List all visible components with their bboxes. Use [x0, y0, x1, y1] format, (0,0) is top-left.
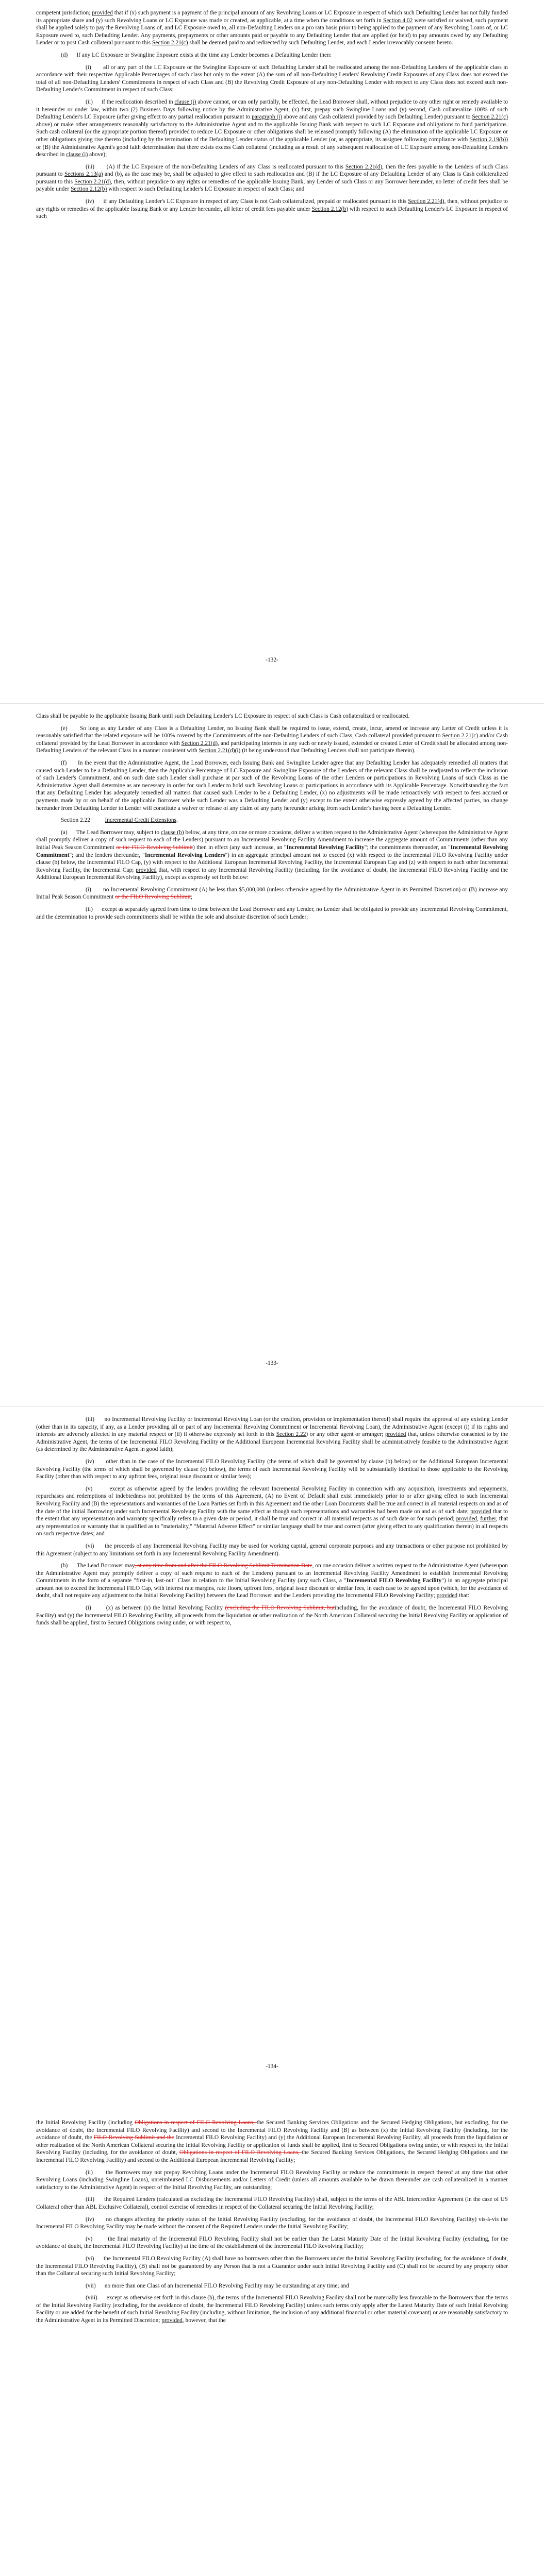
cross-reference: provided — [385, 1431, 406, 1438]
text-run: above) or make other arrangements reasonably satisfactory to the Administrative Agent and to the applicable Issuing Bank with respect to such LC Exposure and obligations to fund participations. Such cash collateral (or the appropriate portion thereof) provided to reduce LC Exposure or other obligations shall be released promptly following (A) the elimination of the applicable LC Exposure or other obligations giving rise thereto (including by the termination of the Defaulting Lender status of the applicable Lender (or, as appropriate, its assignee following compliance with — [36, 121, 508, 143]
text-run: "; the commitments thereunder, an " — [364, 844, 451, 851]
text-run: (i) no Incremental Revolving Commitment (A) be less than $5,000,000 (unless otherwise agreed by the Administrative Agent in its Permitted Discretion) or (B) increase any Initial Peak Season Commitment — [36, 886, 508, 901]
document-page — [0, 2110, 544, 2576]
text-run: (ii) the Borrowers may not prepay Revolving Loans under the Incremental FILO Revolving Facility or reduce the commitments in respect thereof at any time that other Revolving Loans (including Swingline Loans), unreimbursed LC Disbursements and/or Letters of Credit (unless all amounts available to be drawn thereunder are cash collateralized in a manner satisfactory to the Administrative Agent) in respect of the Initial Revolving Facility, are outstanding; — [36, 2169, 508, 2191]
deleted-text: (excluding the FILO Revolving Sublimit, but — [225, 1605, 335, 1612]
text-run: ") in an aggregate principal amount not to exceed the Incremental FILO Cap, with interest rate margins, rate floors, upfront fees, original issue discount or similar fees, in each case to be agreed upon (which, for the avoidance of doubt, shall not require any adjustment to the Initial Revolving Facility) between the Lead Borrower and the Lenders providing the Incremental FILO Revolving Facility; — [36, 1578, 508, 1599]
defined-term: Incremental Revolving Facility — [286, 844, 365, 851]
document-page — [0, 0, 544, 703]
paragraph — [36, 163, 508, 193]
text-run: . — [176, 817, 178, 824]
paragraph — [36, 817, 508, 824]
paragraph — [36, 198, 508, 221]
defined-term: Incremental Revolving Commitment — [36, 844, 508, 858]
text-run: (iii) no Incremental Revolving Facility or Incremental Revolving Loan (or the creation, provision or implementation thereof) shall require the approval of any existing Lender (other than in its capacity, if any, as a Lender providing all or part of any Incremental Revolving Commitment or Incremental Revolving Loan), the Administrative Agent (except (i) if its rights and interests are adversely affected in any material respect or (ii) if otherwise expressly set forth in this — [36, 1416, 508, 1438]
text-run: above and any Cash collateral provided by such Defaulting Lender) pursuant to — [282, 114, 472, 121]
text-run: and/or Cash collateral provided by the Lead Borrower in accordance with — [36, 733, 508, 747]
paragraph — [36, 2169, 508, 2192]
text-run: ) then in effect (any such increase, an " — [192, 844, 287, 851]
paragraph — [36, 906, 508, 921]
cross-reference: provided — [470, 1508, 491, 1515]
text-run: (i) all or any part of the LC Exposure or the Swingline Exposure of such Defaulting Lender shall be reallocated among the non-Defaulting Lenders of the applicable class in accordance with their respective Applicable Percentages of such class but only to the extent (A) the sum of all non-Defaulting Lenders' Revolving Credit Exposures of any Class does not exceed the total of all non-Defaulting Lenders' Commitments in respect of such Class and (B) the Revolving Credit Exposure of any non-Defaulting Lender with respect to any Class does not exceed such non-Defaulting Lender's Commitment in respect of such Class; — [36, 64, 508, 93]
text-run: Class shall be payable to the applicable Issuing Bank until such Defaulting Lender's LC Exposure in respect of such Class is Cash collateralized or reallocated. — [36, 713, 410, 719]
text-run: that: — [457, 1592, 470, 1599]
cross-reference: Sections 2.13(a) — [64, 171, 103, 178]
paragraph — [36, 2196, 508, 2211]
text-run: that, with respect to any Incremental Revolving Facility (including, for the avoidance of doubt, the Incremental FILO Revolving Facility and the Additional European Incremental Revolving Facility), except as expressly set forth below: — [36, 867, 508, 881]
text-run: "; and the lenders thereunder, " — [69, 852, 145, 858]
defined-term: Incremental FILO Revolving Facility — [346, 1578, 442, 1584]
cross-reference: clause (i) — [66, 151, 88, 158]
text-run: with respect to such Defaulting Lender's LC Exposure in respect of such Class; and — [107, 186, 305, 193]
text-run: (ii) if the reallocation described in — [86, 98, 175, 105]
deleted-text: Obligations in respect of FILO Revolving Loans, — [179, 2149, 302, 2156]
paragraph — [36, 829, 508, 882]
deleted-text: Obligations in respect of FILO Revolving Loans, — [135, 2120, 257, 2126]
text-run: , and participating interests in any such or newly issued, extended or created Letter of Credit shall be allocated among non-Defaulting Lenders of the relevant Class in a manner consistent with — [36, 740, 508, 754]
cross-reference: Section 2.22 — [276, 1431, 306, 1438]
page-body — [36, 9, 508, 225]
paragraph — [36, 1416, 508, 1453]
text-run: ; — [190, 894, 193, 901]
text-run: ) or (B) the Administrative Agent's good faith determination that there exists excess Cash collateral (including as a result of any subsequent reallocation of LC Exposure among non-Defaulting Lenders described in — [36, 136, 508, 158]
text-run: the Secured Banking Services Obligations and the Secured Hedging Obligations, but excluding, for the avoidance of doubt, the Incremental FILO Revolving Facility) and second to the Incremental FILO Revolving Facility and (B) as between (x) the Initial Revolving Facility (including, for the avoidance of doubt, the — [36, 2120, 508, 2141]
text-run: (it being understood that Defaulting Lenders shall not participate therein). — [240, 748, 416, 754]
text-run: , then the fees payable to the Lenders of such Class pursuant to — [36, 163, 508, 178]
text-run: the Secured Banking Services Obligations, the Secured Hedging Obligations and the Incremental FILO Revolving Facility) and second to the Additional European Incremental Revolving Facility; — [36, 2149, 508, 2163]
page-separator — [0, 1406, 544, 1407]
page-body — [36, 2119, 508, 2329]
cross-reference: clause (b) — [160, 829, 184, 836]
text-run: (v) except as otherwise agreed by the lenders providing the relevant Incremental Revolving Facility in connection with any acquisition, investments and repayments, repurchases and redemptions of indebtedness not prohibited by the terms of this Agreement, (A) no Event of Default shall exist immediately prior to or after giving effect to such Incremental Revolving Facility and (B) the representations and warranties of the Loan Parties set forth in this Agreement and the other Loan Documents shall be true and correct in all material respects on and as of the date of the initial Borrowing under such Incremental Revolving Facility with the same effect as though such representations and warranties had been made on and as of such date; — [36, 1485, 508, 1515]
cross-reference: further — [480, 1516, 496, 1522]
page-number: -134- — [266, 2063, 278, 2070]
text-run: and (b), as the case may be, shall be adjusted to give effect to such reallocation and (B) if the LC Exposure of any Defaulting Lender of any Class is Cash collateralized pursuant to this — [36, 171, 508, 185]
text-run: (d) If any LC Exposure or Swingline Exposure exists at the time any Lender becomes a Defaulting Lender then: — [61, 52, 332, 58]
text-run: , then, without prejudice to any rights or remedies of the applicable Issuing Bank, any Lender of such Class or any Borrower hereunder, no letter of credit fees shall be payable under — [36, 178, 508, 193]
text-run: (vi) the proceeds of any Incremental Revolving Facility may be used for working capital, general corporate purposes and any transactions or other purpose not prohibited by this Agreement (subject to any limitations set forth in any Incremental Revolving Facility Amendment). — [36, 1543, 508, 1557]
paragraph — [36, 64, 508, 94]
text-run: shall be deemed paid to and redirected by such Defaulting Lender, and each Lender irrevocably consents hereto. — [188, 40, 453, 46]
cross-reference: paragraph (i) — [252, 114, 283, 121]
cross-reference: clause (i) — [174, 98, 196, 105]
paragraph — [36, 886, 508, 901]
text-run: (vii) no more than one Class of an Incremental FILO Revolving Facility may be outstanding at any time; and — [86, 2282, 349, 2289]
cross-reference: Section 2.12(b) — [71, 186, 107, 193]
text-run: , then, without prejudice to any rights or remedies of the applicable Issuing Bank or any Lender hereunder, all letter of credit fees payable under — [36, 198, 508, 212]
text-run: (b) The Lead Borrower may — [61, 1563, 135, 1569]
text-run: (viii) except as otherwise set forth in this clause (b), the terms of the Incremental FILO Revolving Facility shall not be materially less favorable to the Borrowers than the terms of the Initial Revolving Facility (excluding, for the avoidance of doubt, the Incremental FILO Revolving Facility) unless such terms only apply after the Latest Maturity Date of such Initial Revolving Facility or are added for the benefit of such Initial Revolving Facility (including, without limitation, the inclusion of any additional financial or other material covenant) or are reasonably satisfactory to the Administrative Agent in its Permitted Discretion; — [36, 2295, 508, 2324]
text-run: (ii) except as separately agreed from time to time between the Lead Borrower and any Lender, no Lender shall be obligated to provide any Incremental Revolving Commitment, and the determination to provide such commitments shall be within the sole and absolute discretion of such Lender; — [36, 906, 508, 920]
paragraph — [36, 1604, 508, 1627]
paragraph — [36, 9, 508, 47]
defined-term: Incremental Revolving Lenders — [144, 852, 225, 858]
text-run: (vi) the Incremental FILO Revolving Facility (A) shall have no borrowers other than the Borrowers under the Initial Revolving Facility (excluding, for the avoidance of doubt, the Incremental FILO Revolving Facility), (B) shall not be guaranteed by any Person that is not a Guarantor under such Initial Revolving Facility and (C) shall not be secured by any property other than the Collateral securing such Initial Revolving Facility; — [36, 2255, 508, 2277]
paragraph — [36, 725, 508, 755]
text-run: including, for the avoidance of doubt, the Incremental FILO Revolving Facility) and (y) the Incremental FILO Revolving Facility, all proceeds from the liquidation or other realization of the North American Collateral securing the Initial Revolving Facility or application of funds shall be applied, first to Secured Obligations owing under, or with respect to, — [36, 1605, 508, 1626]
paragraph — [36, 713, 508, 720]
cross-reference: provided — [136, 867, 157, 873]
text-run: (f) In the event that the Administrative Agent, the Lead Borrower, each Issuing Bank and Swingline Lender agree that any Defaulting Lender has adequately remedied all matters that caused such Lender to be a Defaulting Lender, then the Applicable Percentage of LC Exposure and Swingline Exposure of the Lenders of the relevant Class shall be readjusted to reflect the inclusion of such Lender's Commitment, and on such date such Lender shall purchase at par such of the Revolving Loans of the other Lenders or participations in Revolving Loans of such Class as the Administrative Agent shall determine as are necessary in order for such Lender to hold such Revolving Loans or participations in accordance with its Applicable Percentage. Notwithstanding the fact that any Defaulting Lender has adequately remedied all matters that caused such Lender to be a Defaulting Lender, (x) no adjustments will be made retroactively with respect to fees accrued or payments made by or on behalf of the applicable Borrower while such Lender was a Defaulting Lender and (y) except to the extent otherwise expressly agreed by the affected parties, no change hereunder from Defaulting Lender to Lender will constitute a waiver or release of any claim of any party hereunder arising from such Lender's having been a Defaulting Lender. — [36, 759, 508, 811]
cross-reference: Section 2.19(b) — [469, 136, 506, 143]
text-run: Incremental FILO Revolving Facility) and (y) the Additional European Incremental Revolving Facility, all proceeds from the liquidation or other realization of the North American Collateral securing the Initial Revolving Facility or application of funds shall be applied, first to Secured Obligations owing under, or with respect to, the Initial Revolving Facility (including, for the avoidance of doubt, — [36, 2134, 508, 2156]
paragraph — [36, 759, 508, 812]
page-body — [36, 713, 508, 925]
paragraph — [36, 2216, 508, 2231]
paragraph — [36, 2255, 508, 2278]
cross-reference: Section 2.21(d) — [74, 178, 111, 185]
document-page — [0, 703, 544, 1406]
paragraph — [36, 2294, 508, 2324]
cross-reference: Section 2.12(b) — [311, 206, 348, 212]
text-run: above cannot, or can only partially, be effected, the Lead Borrower shall, without prejudice to any other right or remedy available to it hereunder or under law, within two (2) Business Days following notice by the Administrative Agent, (x) first, prepay such Swingline Loans and (y) second, Cash collateralize 100% of such Defaulting Lender's LC Exposure (after giving effect to any partial reallocation pursuant to — [36, 98, 508, 121]
paragraph — [36, 98, 508, 159]
text-run: (iv) other than in the case of the Incremental FILO Revolving Facility (the terms of which shall be governed by clause (b) below) or the Additional European Incremental Revolving Facility (the terms of which shall be governed by clause (c) below), the terms of each Incremental Revolving Facility will be substantially identical to those applicable to the Revolving Facility (other than with respect to any upfront fees, original issue discount or similar fees); — [36, 1458, 508, 1480]
paragraph — [36, 1485, 508, 1538]
paragraph — [36, 2282, 508, 2290]
page-separator — [0, 703, 544, 704]
text-run: that, unless otherwise consented to by the Administrative Agent, the terms of the Incremental FILO Revolving Facility or the Additional European Incremental Revolving Facility shall be administratively feasible to the Administrative Agent (as determined by the Administrative Agent in good faith); — [36, 1431, 508, 1453]
deleted-text: or the FILO Revolving Sublimit — [116, 844, 193, 851]
cross-reference: Incremental Credit Extensions — [105, 817, 176, 824]
paragraph — [36, 1562, 508, 1600]
paragraph — [36, 2119, 508, 2164]
text-run: the Initial Revolving Facility (including — [36, 2120, 135, 2126]
document-page — [0, 1406, 544, 2110]
text-run: , however, that the — [182, 2317, 226, 2324]
page-number: -132- — [266, 657, 278, 663]
text-run: (iii) (A) if the LC Exposure of the non-Defaulting Lenders of any Class is reallocated pursuant to this — [86, 163, 345, 170]
text-run: , on one occasion deliver a written request to the Administrative Agent (whereupon the Administrative Agent may promptly deliver a copy of such request to each of the Lenders) pursuant to an Incremental Revolving Facility Amendment to establish Incremental Revolving Commitments in the form of a separate "first-in, last-out" Class in relation to the Initial Revolving Facility (any such Class, a " — [36, 1563, 508, 1584]
cross-reference: Section 2.21(c) — [442, 733, 479, 739]
cross-reference: Section 2.21(d) — [181, 740, 218, 747]
text-run: Section 2.22 — [61, 817, 105, 824]
paragraph — [36, 2235, 508, 2250]
text-run: , — [477, 1516, 481, 1522]
cross-reference: Section 2.21(d) — [408, 198, 444, 205]
text-run: (iii) the Required Lenders (calculated as excluding the Incremental FILO Revolving Facility) shall, subject to the terms of the ABL Intercreditor Agreement (in the case of US Collateral other than ABL Exclusive Collateral), control exercise of remedies in respect of the Collateral securing the Initial Revolving Facility; — [36, 2196, 508, 2210]
text-run: (a) The Lead Borrower may, subject to — [61, 829, 161, 836]
text-run: that if (x) such payment is a payment of the principal amount of any Revolving Loans or LC Exposure in respect of which such Defaulting Lender has not fully funded its appropriate share and (y) such Revolving Loans or LC Exposure was made or created, as applicable, at a time when the conditions set forth in — [36, 10, 508, 24]
text-run: were satisfied or waived, such payment shall be applied solely to pay the Revolving Loans of, and LC Exposure owed to, all non-Defaulting Lenders on a pro rata basis prior to being applied to the payment of any Revolving Loans of, or LC Exposure owed to, such Defaulting Lender. Any payments, prepayments or other amounts paid or payable to any Defaulting Lender that are applied (or held) to pay amounts owed by any Defaulting Lender or to post Cash collateral pursuant to this — [36, 17, 508, 46]
cross-reference: Section 2.21(d) — [345, 163, 383, 170]
cross-reference: provided — [456, 1516, 477, 1522]
paragraph — [36, 1458, 508, 1481]
cross-reference: Section 2.21(d)(i) — [199, 748, 241, 754]
text-run: with respect to such Defaulting Lender's LC Exposure in respect of such — [36, 206, 508, 220]
cross-reference: Section 2.21(c) — [472, 114, 508, 121]
cross-reference: provided — [92, 10, 113, 16]
deleted-text: FILO Revolving Sublimit and the — [93, 2134, 174, 2141]
text-run: competent jurisdiction; — [36, 10, 92, 16]
text-run: (i) (x) as between (x) the Initial Revolving Facility — [86, 1605, 225, 1612]
deleted-text: , at any time from and after the FILO Revolving Sublimit Termination Date — [134, 1563, 312, 1569]
text-run: (iv) no changes affecting the priority status of the Initial Revolving Facility (excluding, for the avoidance of doubt, the Incremental FILO Revolving Facility) vis-à-vis the Incremental FILO Revolving Facility may be made without the consent of the Required Lenders under the Initial Revolving Facility; — [36, 2216, 508, 2230]
text-run: , that any representation or warranty that is qualified as to "materiality," "Material Adverse Effect" or similar language shall be true and correct (after giving effect to any qualification therein) in all respects on such respective dates; and — [36, 1516, 508, 1537]
deleted-text: or the FILO Revolving Sublimit — [115, 894, 191, 901]
cross-reference: provided — [161, 2317, 183, 2324]
text-run: ) or any other agent or arranger; — [306, 1431, 385, 1438]
text-run: below, at any time, on one or more occasions, deliver a written request to the Administrative Agent (whereupon the Administrative Agent shall promptly deliver a copy of such request to each of the Lenders) pursuant to an Incremental Revolving Facility Amendment to increase the aggregate amount of Commitments (other than any Initial Peak Season Commitment — [36, 829, 508, 851]
paragraph — [36, 52, 508, 59]
cross-reference: provided — [436, 1592, 458, 1599]
text-run: (e) So long as any Lender of any Class is a Defaulting Lender, no Issuing Bank shall be required to issue, extend, create, incur, amend or increase any Letter of Credit unless it is reasonably satisfied that the related exposure will be 100% covered by the Commitments of the non-Defaulting Lenders of such Class, Cash collateral provided pursuant to — [36, 725, 508, 739]
text-run: (iv) if any Defaulting Lender's LC Exposure in respect of any Class is not Cash collateralized, prepaid or reallocated pursuant to this — [86, 198, 408, 205]
page-number: -133- — [266, 1360, 278, 1366]
cross-reference: Section 4.02 — [383, 17, 413, 24]
paragraph — [36, 1543, 508, 1557]
cross-reference: Section 2.21(c) — [152, 40, 188, 46]
text-run: (v) the final maturity of the Incremental FILO Revolving Facility shall not be earlier than the Latest Maturity Date of the Initial Revolving Facility (excluding, for the avoidance of doubt, the Incremental FILO Revolving Facility) at the time of the establishment of the Incremental FILO Revolving Facility; — [36, 2235, 508, 2250]
text-run: above); — [88, 151, 107, 158]
page-body — [36, 1416, 508, 1632]
text-run: that to the extent that any representation and warranty specifically refers to a given date or period, it shall be true and correct in all material respects as of such date or for such period; — [36, 1508, 508, 1522]
text-run: ") in an aggregate principal amount not to exceed (x) with respect to the Incremental FILO Revolving Facility under clause (b) below, the Incremental FILO Cap, (y) with respect to the Additional European Incremental Revolving Facility, the Incremental European Cap and (z) with respect to each other Incremental Revolving Facility, the Incremental Cap; — [36, 852, 508, 873]
